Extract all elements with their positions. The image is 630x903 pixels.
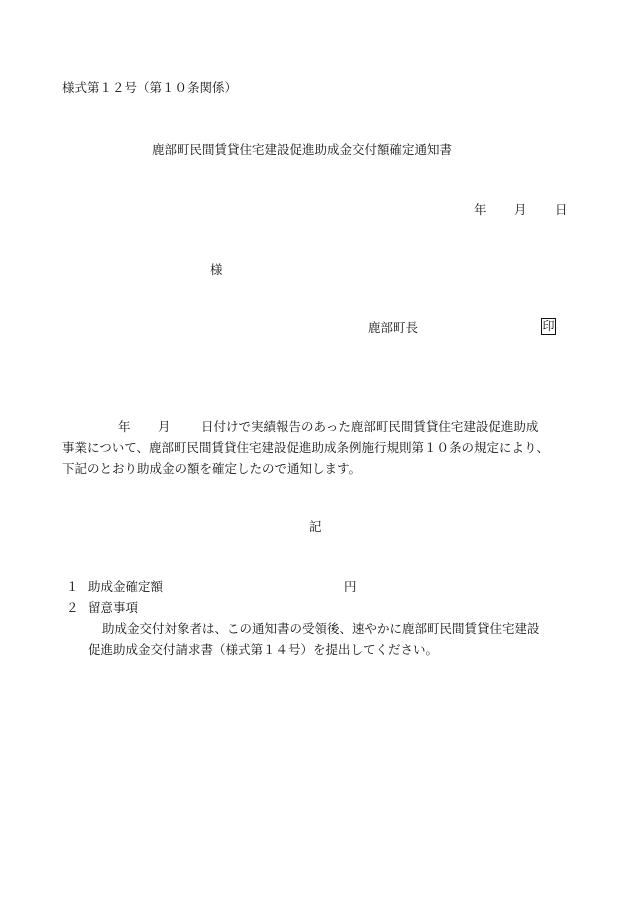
item-2-number: ２ [66,600,79,615]
body-month-label: 月 [158,419,171,434]
item-2-note-line-2: 促進助成金交付請求書（様式第１４号）を提出してください。 [88,642,439,657]
seal-stamp: 印 [542,319,555,333]
item-2-note-line-1: 助成金交付対象者は、この通知書の受領後、速やかに鹿部町民間賃貸住宅建設 [102,621,540,636]
body-year-label: 年 [118,419,131,434]
body-line-1: 日付けで実績報告のあった鹿部町民間賃貸住宅建設促進助成 [201,419,539,434]
ki-heading: 記 [309,519,322,534]
document-title: 鹿部町民間賃貸住宅建設促進助成金交付額確定通知書 [152,142,453,157]
item-1-number: １ [66,579,79,594]
item-1-label: 助成金確定額 [88,579,164,594]
item-1-unit: 円 [344,579,357,594]
body-line-2: 事業について、鹿部町民間賃貸住宅建設促進助成条例施行規則第１０条の規定により、 [62,440,550,455]
issuer-name: 鹿部町長 [368,320,419,335]
body-line-3: 下記のとおり助成金の額を確定したので通知します。 [62,461,362,476]
item-2-label: 留意事項 [88,600,139,615]
recipient-honorific: 様 [210,262,223,277]
date-day-label: 日 [555,202,568,217]
date-month-label: 月 [514,202,527,217]
form-number: 様式第１２号（第１０条関係） [62,80,238,95]
date-year-label: 年 [474,202,487,217]
